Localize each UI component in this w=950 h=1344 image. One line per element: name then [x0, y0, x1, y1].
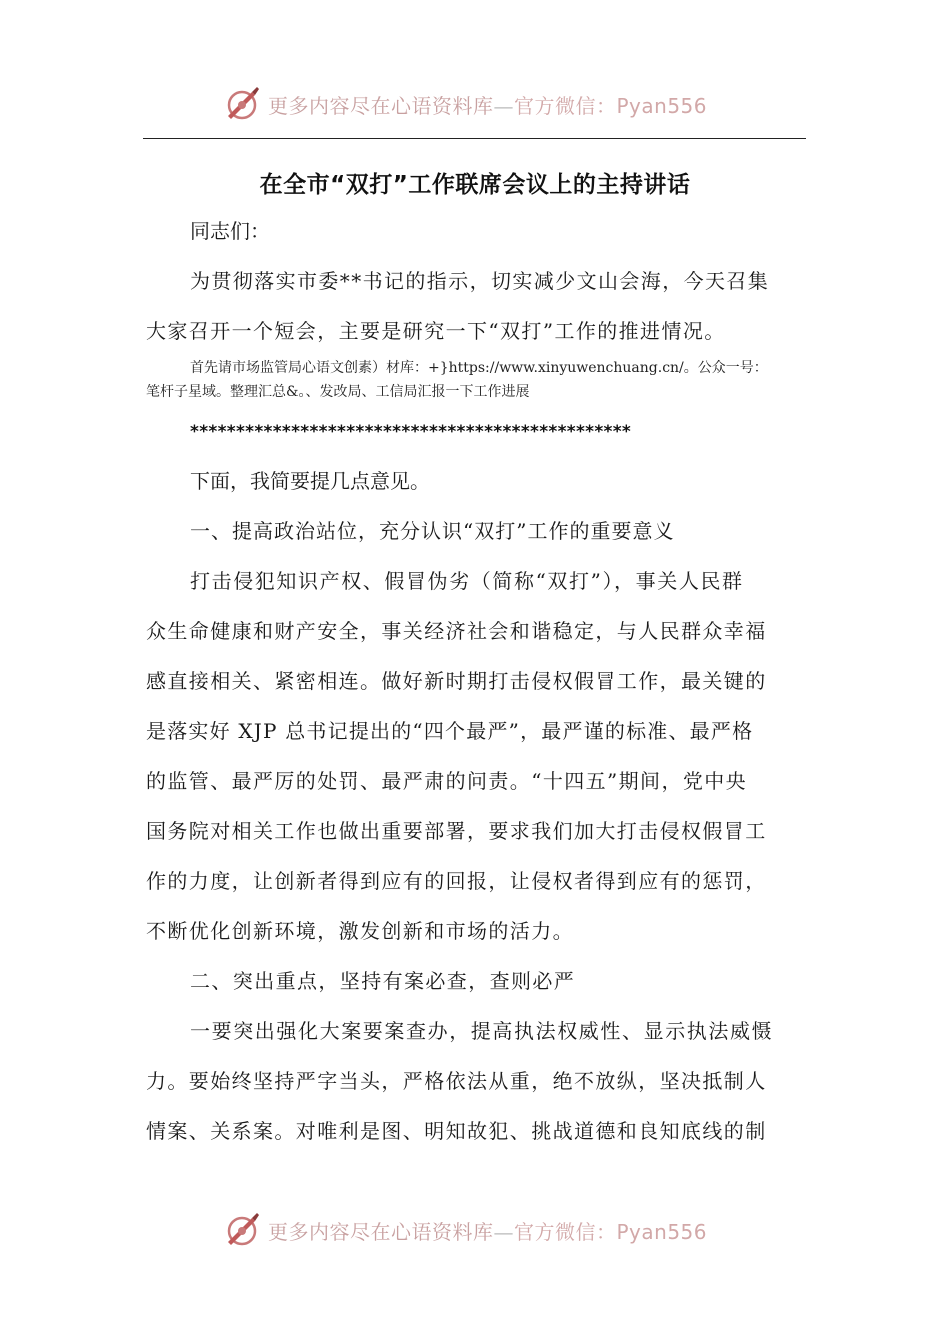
- paragraph-line: 打击侵犯知识产权、假冒伪劣（简称“双打”），事关人民群: [190, 569, 744, 593]
- header-rule: [143, 138, 806, 139]
- paragraph-line: 不断优化创新环境，激发创新和市场的活力。: [146, 919, 574, 943]
- watermark-banner-bottom: [0, 1210, 950, 1250]
- paragraph-line: 国务院对相关工作也做出重要部署，要求我们加大打击侵权假冒工: [146, 819, 767, 843]
- inserted-note-line: 笔杆子星域。整理汇总&。、发改局、工信局汇报一下工作进展: [146, 384, 530, 400]
- paragraph-line: 一要突出强化大案要案查办，提高执法权威性、显示执法威慑: [190, 1019, 774, 1043]
- paragraph-line: 下面，我简要提几点意见。: [190, 469, 430, 493]
- paragraph-line: 为贯彻落实市委**书记的指示，切实减少文山会海，今天召集: [190, 269, 770, 293]
- paragraph-line: 众生命健康和财产安全，事关经济社会和谐稳定，与人民群众幸福: [146, 619, 767, 643]
- paragraph-line: 感直接相关、紧密相连。做好新时期打击侵权假冒工作，最关键的: [146, 669, 767, 693]
- watermark-text: 更多内容尽在心语资料库: [268, 93, 494, 118]
- pen-logo-icon: [222, 84, 262, 124]
- watermark-text: 更多内容尽在心语资料库: [268, 1219, 494, 1244]
- watermark-wechat: 官方微信：Pyan556: [514, 1219, 708, 1244]
- paragraph-line: 作的力度，让创新者得到应有的回报，让侵权者得到应有的惩罚，: [146, 869, 767, 893]
- paragraph-line: 的监管、最严厉的处罚、最严肃的问责。“十四五”期间，党中央: [146, 769, 748, 793]
- watermark-separator: —: [493, 93, 514, 118]
- watermark-separator: —: [493, 1219, 514, 1244]
- paragraph-line: 是落实好 XJP 总书记提出的“四个最严”，最严谨的标准、最严格: [146, 719, 754, 743]
- paragraph-line: 力。要始终坚持严字当头，严格依法从重，绝不放纵，坚决抵制人: [146, 1069, 767, 1093]
- section-heading-1: 一、提高政治站位，充分认识“双打”工作的重要意义: [190, 519, 675, 543]
- paragraph-line: 情案、关系案。对唯利是图、明知故犯、挑战道德和良知底线的制: [146, 1119, 767, 1143]
- inserted-note-line: 首先请市场监管局心语文创素）材库：+}https://www.xinyuwenchuang.cn/。公众一号：: [190, 360, 768, 376]
- paragraph-line: 大家召开一个短会，主要是研究一下“双打”工作的推进情况。: [146, 319, 726, 343]
- watermark-wechat: 官方微信：Pyan556: [514, 93, 708, 118]
- watermark-banner-top: [0, 84, 950, 124]
- separator-stars: ************************************************: [190, 422, 632, 442]
- document-title: 在全市“双打”工作联席会议上的主持讲话: [259, 172, 691, 198]
- section-heading-2: 二、突出重点，坚持有案必查，查则必严: [190, 969, 576, 993]
- salutation: 同志们：: [190, 219, 270, 243]
- pen-logo-icon: [222, 1210, 262, 1250]
